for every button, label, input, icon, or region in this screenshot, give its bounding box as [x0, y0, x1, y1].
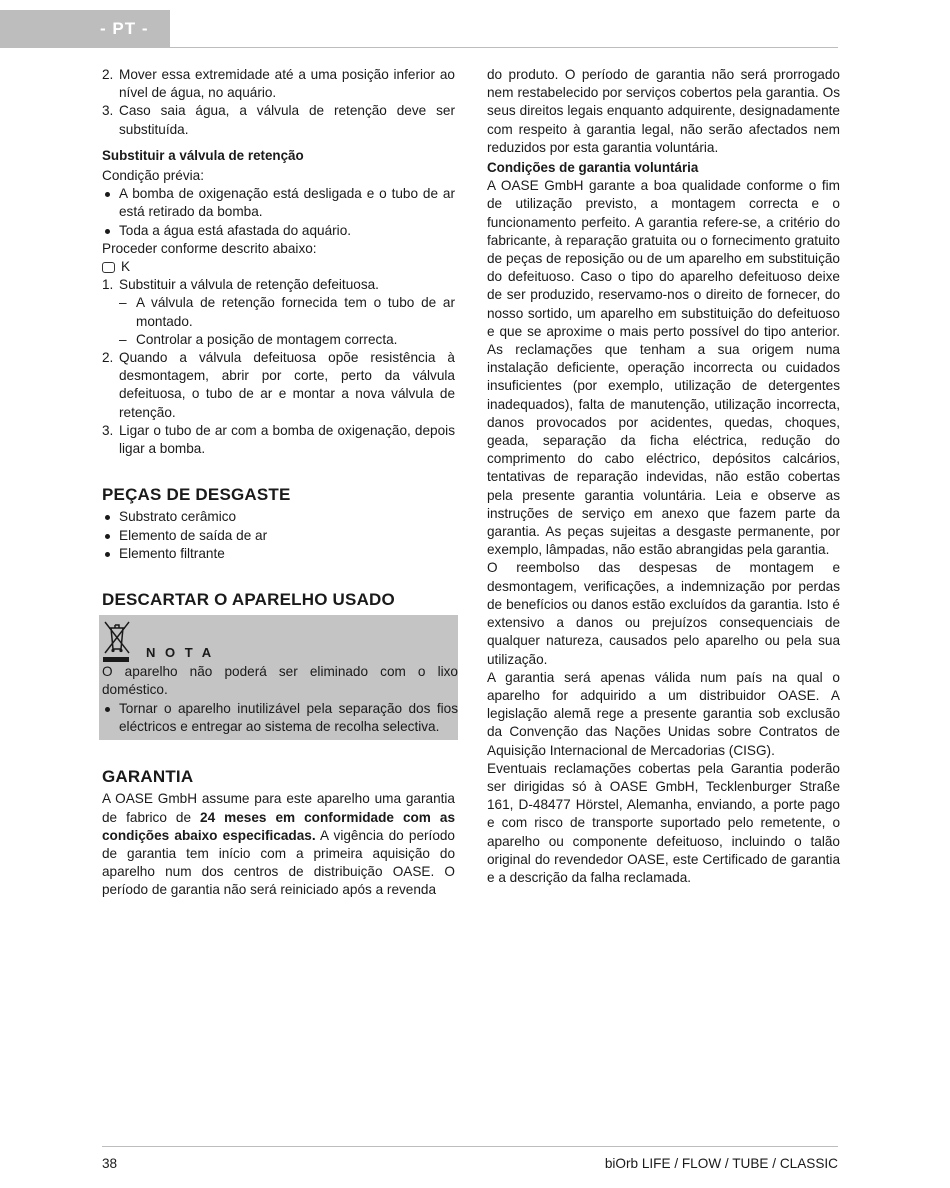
heading-warranty: GARANTIA: [102, 767, 194, 787]
dash-item: [102, 294, 455, 330]
dash-icon: –: [119, 295, 127, 311]
warranty-paragraph-cont: do produto. O período de garantia não será prorrogado nem restabelecido por serviços cobertos pela garantia. Os seus direitos legais enquanto adquirente, designadamente com respeito à garantia legal, não serão afectados nem reduzidos por esta garantia voluntária.: [487, 67, 840, 155]
note-box: [99, 615, 458, 740]
bullet-item: [102, 222, 455, 240]
note-text: O aparelho não poderá ser eliminado com o lixo doméstico.: [102, 664, 458, 698]
item-text: Caso saia água, a válvula de retenção deve ser substituída.: [119, 103, 455, 137]
bullet-icon: [102, 222, 119, 240]
bullet-icon: [102, 185, 119, 221]
list-item: [102, 276, 455, 294]
figure-letter: K: [121, 259, 131, 275]
heading-wear-parts: PEÇAS DE DESGASTE: [102, 485, 291, 505]
bullet-text: Toda a água está afastada do aquário.: [119, 222, 352, 238]
dash-icon: –: [119, 331, 127, 347]
left-column: [102, 66, 458, 900]
footer-rule: [102, 1146, 838, 1147]
dash-text: Controlar a posição de montagem correcta.: [136, 331, 398, 347]
item-text: Quando a válvula defeituosa opõe resistência à desmontagem, abrir por corte, perto da válvula defeituosa, o tubo de ar e montar a nova válvula de retenção.: [119, 350, 455, 420]
country-text: A garantia será apenas válida num país na qual o aparelho for adquirido a um distribuidor OASE. A legislação alemã rege a presente garantia sob exclusão da Convenção das Nações Unidas sobre Contratos de Aquisição Internacional de Mercadorias (CISG).: [487, 669, 840, 758]
bullet-item: [102, 185, 455, 221]
bullet-icon: [102, 545, 119, 563]
voluntary-warranty-text: A OASE GmbH garante a boa qualidade conforme o fim de utilização previsto, a montagem correcta e o funcionamento perfeito. A garantia refere-se, a critério do fabricante, à reparação gratuita ou o fornecimento gratuito de peças de reposição ou de um aparelho em substituição do defeituoso. Caso o tipo do aparelho defeituoso deixe de ser produzido, reservamo-nos o direito de fornecer, do nosso sortido, um aparelho em substituição do defeituoso e que se aproxime o mais perto possível do tipo anterior. As reclamações que tenham a sua origem numa instalação deficiente, operação incorrecta ou cuidados insuficientes (por exemplo, utilização de detergentes inadequados), falta de manutenção, utilização incorrecta, danos provocados por acidentes, quedas, choques, geada, separação da ficha eléctrica, redução do comprimento do cabo eléctrico, depósitos calcários, tentativas de reparação indevidas, não estão cobertas pela presente garantia voluntária. Leia e observe as instruções de serviço em anexo que fazem parte da garantia. As peças sujeitas a desgaste permanente, por exemplo, lâmpadas, não estão abrangidas pela garantia.: [487, 178, 840, 558]
bullet-icon: [102, 700, 119, 736]
warranty-text-a: A OASE GmbH assume para este aparelho uma garantia de fabrico de: [102, 791, 455, 825]
warranty-text-b: A vigência do período de garantia tem início com a primeira aquisição do aparelho num dos centros de distribuição OASE. O período de garantia não será reiniciado após a revenda: [102, 827, 455, 898]
item-text: Ligar o tubo de ar com a bomba de oxigenação, depois ligar a bomba.: [119, 422, 455, 457]
precondition-label: Condição prévia:: [102, 168, 205, 184]
list-item: [102, 422, 455, 458]
warranty-paragraph: [102, 790, 455, 899]
bullet-item: [102, 527, 455, 545]
note-header: [102, 619, 458, 663]
dash-item: [102, 331, 455, 349]
note-label: N O T A: [146, 645, 215, 661]
heading-disposal: DESCARTAR O APARELHO USADO: [102, 590, 395, 610]
subheading-voluntary-warranty: Condições de garantia voluntária: [487, 160, 699, 176]
bullet-item: [102, 700, 458, 736]
bullet-icon: [102, 527, 119, 545]
list-item: [102, 349, 455, 422]
warranty-text-bold: 24 meses em conformidade com as condições abaixo especificadas.: [102, 809, 456, 843]
bullet-text: Tornar o aparelho inutilizável pela separação dos fios eléctricos e entregar ao sistema de recolha selectiva.: [119, 700, 458, 734]
dash-text: A válvula de retenção fornecida tem o tubo de ar montado.: [136, 295, 455, 329]
figure-reference: [102, 258, 455, 276]
page-number: 38: [102, 1156, 118, 1171]
language-tab: - PT -: [0, 10, 170, 48]
item-text: Substituir a válvula de retenção defeituosa.: [119, 277, 379, 293]
item-number: 2.: [102, 350, 114, 366]
item-number: 1.: [102, 277, 114, 293]
figure-box-icon: [102, 262, 115, 273]
bullet-text: Substrato cerâmico: [119, 509, 237, 525]
bullet-text: A bomba de oxigenação está desligada e o tubo de ar está retirado da bomba.: [119, 186, 455, 220]
bullet-text: Elemento de saída de ar: [119, 527, 268, 543]
bullet-item: [102, 545, 455, 563]
crossed-bin-icon: [102, 619, 132, 663]
claims-text: Eventuais reclamações cobertas pela Garantia poderão ser dirigidas só à OASE GmbH, Tecklenburger Straße 161, D-48477 Hörstel, Alemanha, enviando, a porte pago e com risco de transporte suportado pelo remetente, o aparelho ou componente defeituoso, incluindo o talão original do revendedor OASE, este Certificado de garantia e a descrição da falha reclamada.: [487, 760, 840, 885]
bullet-icon: [102, 508, 119, 526]
bullet-text: Elemento filtrante: [119, 545, 225, 561]
item-text: Mover essa extremidade até a uma posição inferior ao nível de água, no aquário.: [119, 67, 455, 101]
item-number: 3.: [102, 422, 114, 438]
proceed-text: Proceder conforme descrito abaixo:: [102, 240, 317, 256]
subheading-replace-valve: Substituir a válvula de retenção: [102, 147, 304, 163]
item-number: 2.: [102, 67, 114, 82]
product-title: biOrb LIFE / FLOW / TUBE / CLASSIC: [604, 1156, 838, 1171]
bullet-item: [102, 508, 455, 526]
list-item: [102, 66, 455, 102]
refund-text: O reembolso das despesas de montagem e desmontagem, verificações, a indemnização por perdas de benefícios ou danos estão excluídos da garantia. Isto é extensivo a danos ou prejuízos consequenciais de qualquer natureza, causados pelo aparelho ou pela sua utilização.: [487, 560, 840, 667]
item-number: 3.: [102, 103, 114, 119]
header-rule: [170, 47, 838, 48]
right-column: [487, 66, 840, 887]
list-item: [102, 102, 455, 138]
